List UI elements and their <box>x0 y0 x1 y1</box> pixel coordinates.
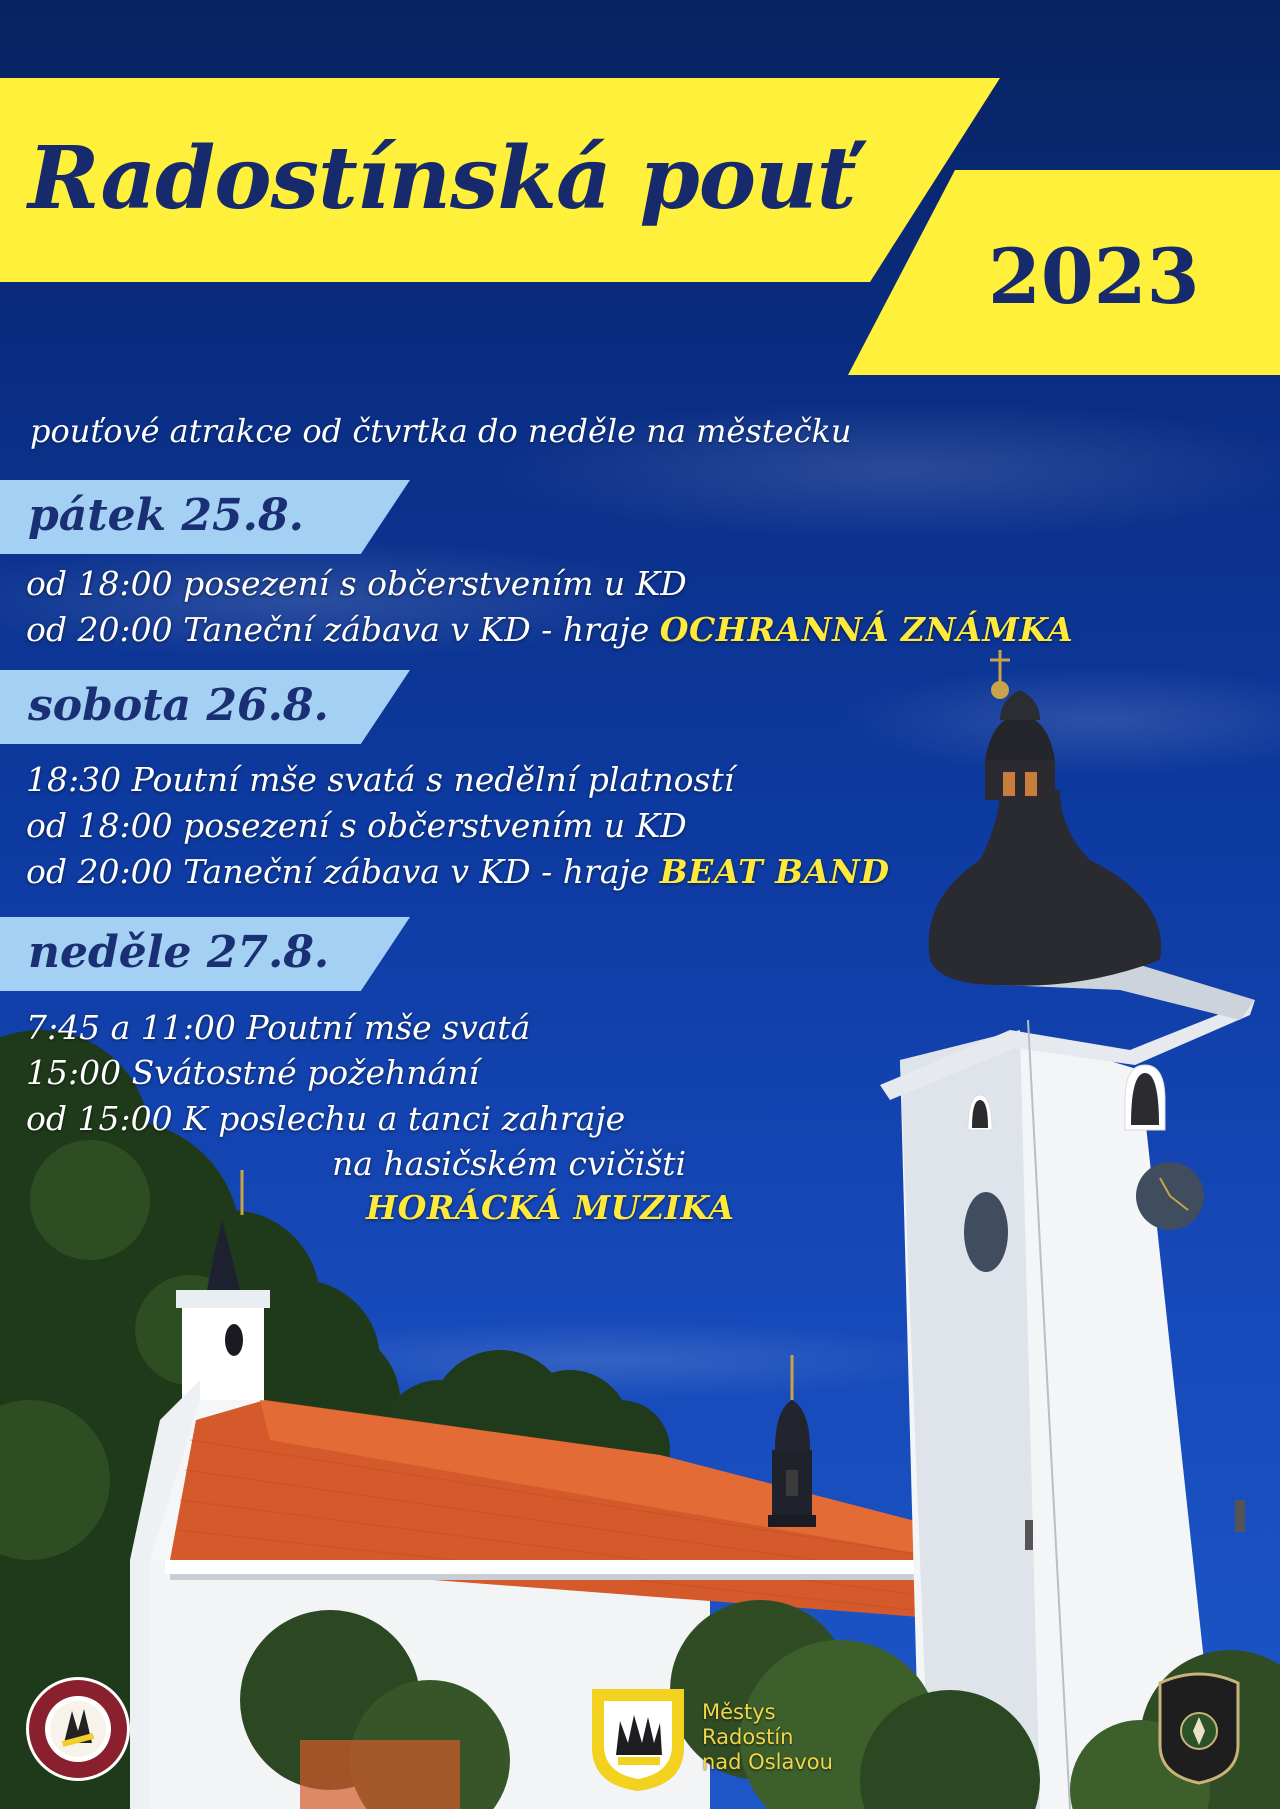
band-name: OCHRANNÁ ZNÁMKA <box>659 610 1074 649</box>
program-line: 15:00 Svátostné požehnání <box>26 1053 480 1092</box>
program-line: 18:30 Poutní mše svatá s nedělní platností <box>26 760 735 799</box>
band-name: HORÁCKÁ MUZIKA <box>366 1188 735 1227</box>
program-line: 7:45 a 11:00 Poutní mše svatá <box>26 1008 531 1047</box>
program-line: od 18:00 posezení s občerstvením u KD <box>26 564 687 603</box>
sdh-logo <box>1156 1665 1242 1785</box>
town-coat-of-arms <box>588 1685 688 1795</box>
day-label-saturday: sobota 26.8. <box>28 680 329 731</box>
poster-title: Radostínská pouť <box>28 128 856 229</box>
subtitle: pouťové atrakce od čtvrtka do neděle na městečku <box>30 412 852 450</box>
program-line <box>366 1188 734 1227</box>
band-name: BEAT BAND <box>659 852 890 891</box>
main-tower <box>880 650 1255 1809</box>
roof-lantern <box>768 1355 816 1527</box>
program-line: od 18:00 posezení s občerstvením u KD <box>26 806 687 845</box>
sokol-logo <box>24 1675 132 1783</box>
day-label-sunday: neděle 27.8. <box>28 927 330 978</box>
day-label-friday: pátek 25.8. <box>28 490 304 541</box>
program-line: na hasičském cvičišti <box>332 1144 687 1183</box>
program-line: od 20:00 Taneční zábava v KD - hraje BEAT BAND <box>26 852 890 891</box>
poster-year: 2023 <box>988 232 1200 321</box>
town-name: Městys Radostín nad Oslavou <box>702 1700 833 1774</box>
program-line: od 15:00 K poslechu a tanci zahraje <box>26 1099 626 1138</box>
program-line: od 20:00 Taneční zábava v KD - hraje OCHRANNÁ ZNÁMKA <box>26 610 1074 649</box>
